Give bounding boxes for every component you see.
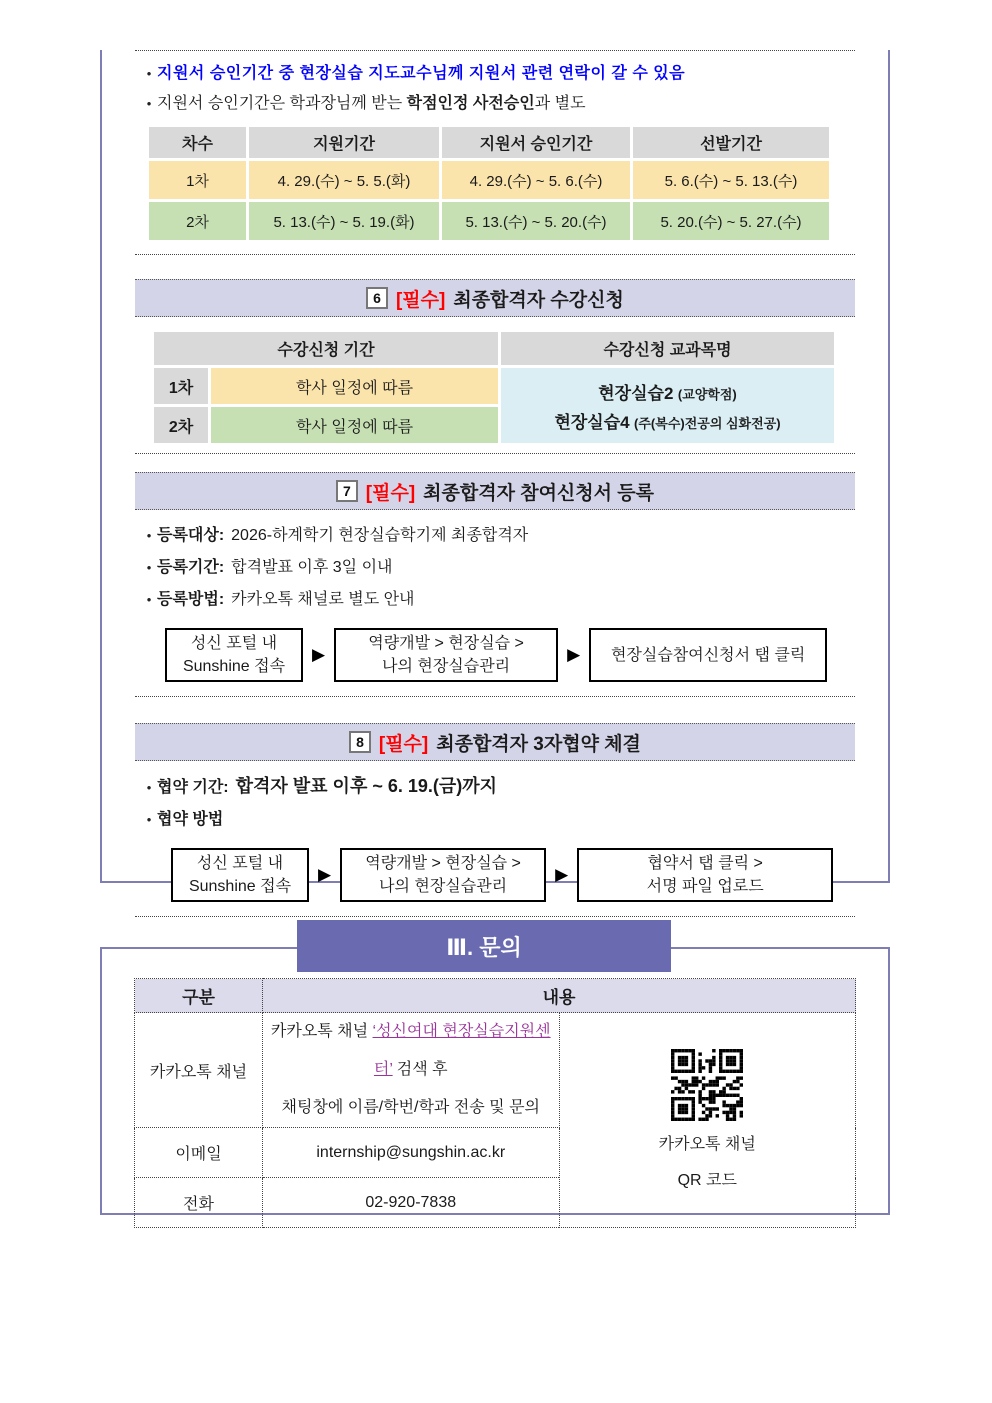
agreement-deadline: 합격자 발표 이후 ~ 6. 19.(금)까지 (235, 776, 498, 796)
intro-block (135, 50, 855, 255)
bullet-label: 협약 기간: (157, 779, 229, 796)
intro-bullet-2-text: 지원서 승인기간은 학과장님께 받는 학점인정 사전승인과 별도 (157, 95, 586, 112)
inquiry-header-row (135, 979, 856, 1013)
kakao-channel-label: 카카오톡 채널 (135, 1013, 263, 1128)
schedule-row2-round: 2차 (149, 202, 246, 240)
qr-code (671, 1049, 743, 1121)
schedule-table (149, 127, 855, 240)
qr-caption-line2: QR 코드 (677, 1172, 737, 1189)
flow-step-line: 서명 파일 업로드 (646, 878, 764, 895)
schedule-row1-approve: 4. 29.(수) ~ 5. 6.(수) (442, 161, 630, 199)
course-line-1: 현장실습2 (교양학점) (598, 383, 737, 403)
section7-header-bar (135, 472, 855, 510)
section6-header-bar (135, 279, 855, 317)
arrow-right-icon: ▶ (312, 645, 326, 664)
section6-number-box: 6 (366, 287, 388, 309)
kakao-line-2: 채팅창에 이름/학번/학과 전송 및 문의 (281, 1099, 540, 1116)
flow-step-line: 현장실습참여신청서 탭 클릭 (610, 646, 806, 664)
bullet-icon: • (146, 812, 152, 827)
schedule-row1-select: 5. 6.(수) ~ 5. 13.(수) (633, 161, 829, 199)
course-name-cell (501, 368, 834, 443)
bullet-icon: • (146, 528, 152, 543)
kakao-channel-content (263, 1013, 560, 1128)
intro-bullet-2 (135, 89, 855, 119)
schedule-row1-round: 1차 (149, 161, 246, 199)
section8-block (135, 761, 855, 917)
flow-step-line: Sunshine 접속 (182, 658, 286, 675)
kakao-line-1: 카카오톡 채널 ‘성신여대 현장실습지원센터’ 검색 후 (270, 1023, 551, 1078)
schedule-header-apply: 지원기간 (249, 127, 439, 158)
flow-step-portal (171, 848, 309, 902)
course-row2-period: 학사 일정에 따름 (211, 407, 498, 443)
flow-step-sign (577, 848, 833, 902)
bullet-icon: • (146, 96, 152, 111)
flow-step-line: 협약서 탭 클릭 > (647, 855, 763, 872)
arrow-right-icon: ▶ (555, 865, 569, 884)
bullet-icon: • (146, 592, 152, 607)
main-content-box (100, 50, 890, 895)
qr-caption-line1: 카카오톡 채널 (658, 1136, 756, 1153)
required-tag: [필수] (378, 733, 429, 755)
section8-title: 최종합격자 3자협약 체결 (436, 733, 641, 755)
flow-step-tab (589, 628, 827, 682)
phone-label: 전화 (135, 1178, 263, 1228)
inquiry-header-type: 구분 (135, 979, 263, 1013)
schedule-header-select: 선발기간 (633, 127, 829, 158)
intro-bullet-1 (135, 59, 855, 89)
course-row1-round: 1차 (154, 368, 208, 404)
course-table (154, 332, 855, 443)
spacer (135, 697, 855, 723)
schedule-row1-apply: 4. 29.(수) ~ 5. 5.(화) (249, 161, 439, 199)
section7-block (135, 510, 855, 697)
bullet-icon: • (146, 66, 152, 81)
spacer (135, 255, 855, 279)
flow-step-portal (165, 628, 303, 682)
bullet-text: 카카오톡 채널로 별도 안내 (231, 591, 415, 608)
inquiry-box (100, 947, 890, 1215)
section6-block (135, 317, 855, 454)
schedule-header-round: 차수 (149, 127, 246, 158)
schedule-row2-select: 5. 20.(수) ~ 5. 27.(수) (633, 202, 829, 240)
arrow-right-icon: ▶ (567, 645, 581, 664)
section8-header-bar (135, 723, 855, 761)
course-row1-period: 학사 일정에 따름 (211, 368, 498, 404)
email-value: internship@sungshin.ac.kr (263, 1128, 560, 1178)
flow-step-line: 역량개발 > 현장실습 > (365, 855, 521, 872)
bullet-icon: • (146, 780, 152, 795)
bullet-label: 협약 방법 (157, 811, 224, 828)
spacer (135, 454, 855, 472)
course-row2-round: 2차 (154, 407, 208, 443)
section7-bullet-2 (135, 552, 855, 584)
flow-step-menu (334, 628, 558, 682)
flow-step-line: 역량개발 > 현장실습 > (368, 635, 524, 652)
course-header-name: 수강신청 교과목명 (501, 332, 834, 365)
required-tag: [필수] (365, 482, 416, 504)
flow-step-line: 성신 포털 내 (196, 855, 284, 872)
intro-notice-blue-text: 지원서 승인기간 중 현장실습 지도교수님께 지원서 관련 연락이 갈 수 있음 (157, 65, 686, 82)
bullet-label: 등록대상: (157, 527, 225, 544)
inquiry-table (134, 978, 856, 1228)
phone-value: 02-920-7838 (263, 1178, 560, 1228)
flow-step-menu (340, 848, 546, 902)
schedule-row2-apply: 5. 13.(수) ~ 5. 19.(화) (249, 202, 439, 240)
required-tag: [필수] (395, 289, 446, 311)
section7-title: 최종합격자 참여신청서 등록 (423, 482, 654, 504)
flow-step-line: 나의 현장실습관리 (382, 658, 511, 675)
flow-step-line: 성신 포털 내 (190, 635, 278, 652)
section8-bullet-1 (135, 771, 855, 804)
section7-bullet-3 (135, 584, 855, 616)
course-header-period: 수강신청 기간 (154, 332, 498, 365)
section6-title: 최종합격자 수강신청 (453, 289, 624, 311)
inquiry-title-bar (297, 920, 671, 972)
section8-bullet-2 (135, 804, 855, 836)
bullet-label: 등록기간: (157, 559, 225, 576)
flow-step-line: Sunshine 접속 (188, 878, 292, 895)
bullet-label: 등록방법: (157, 591, 225, 608)
course-line-2: 현장실습4 (주(복수)전공의 심화전공) (554, 412, 781, 432)
schedule-row2-approve: 5. 13.(수) ~ 5. 20.(수) (442, 202, 630, 240)
bullet-icon: • (146, 560, 152, 575)
inquiry-title: Ⅲ. 문의 (446, 934, 522, 960)
section7-flow (165, 628, 855, 682)
email-label: 이메일 (135, 1128, 263, 1178)
kakao-channel-link[interactable]: ‘성신여대 현장실습지원센터’ (372, 1023, 551, 1078)
bullet-text: 2026-하계학기 현장실습학기제 최종합격자 (231, 527, 529, 544)
flow-step-line: 나의 현장실습관리 (379, 878, 508, 895)
bullet-text: 합격발표 이후 3일 이내 (231, 559, 393, 576)
inquiry-row-kakao (135, 1013, 856, 1128)
section8-flow (171, 848, 855, 902)
arrow-right-icon: ▶ (318, 865, 332, 884)
section7-bullet-1 (135, 520, 855, 552)
qr-cell (559, 1013, 856, 1228)
schedule-header-approve: 지원서 승인기간 (442, 127, 630, 158)
inquiry-header-content: 내용 (263, 979, 856, 1013)
section7-number-box: 7 (336, 480, 358, 502)
section8-number-box: 8 (349, 731, 371, 753)
